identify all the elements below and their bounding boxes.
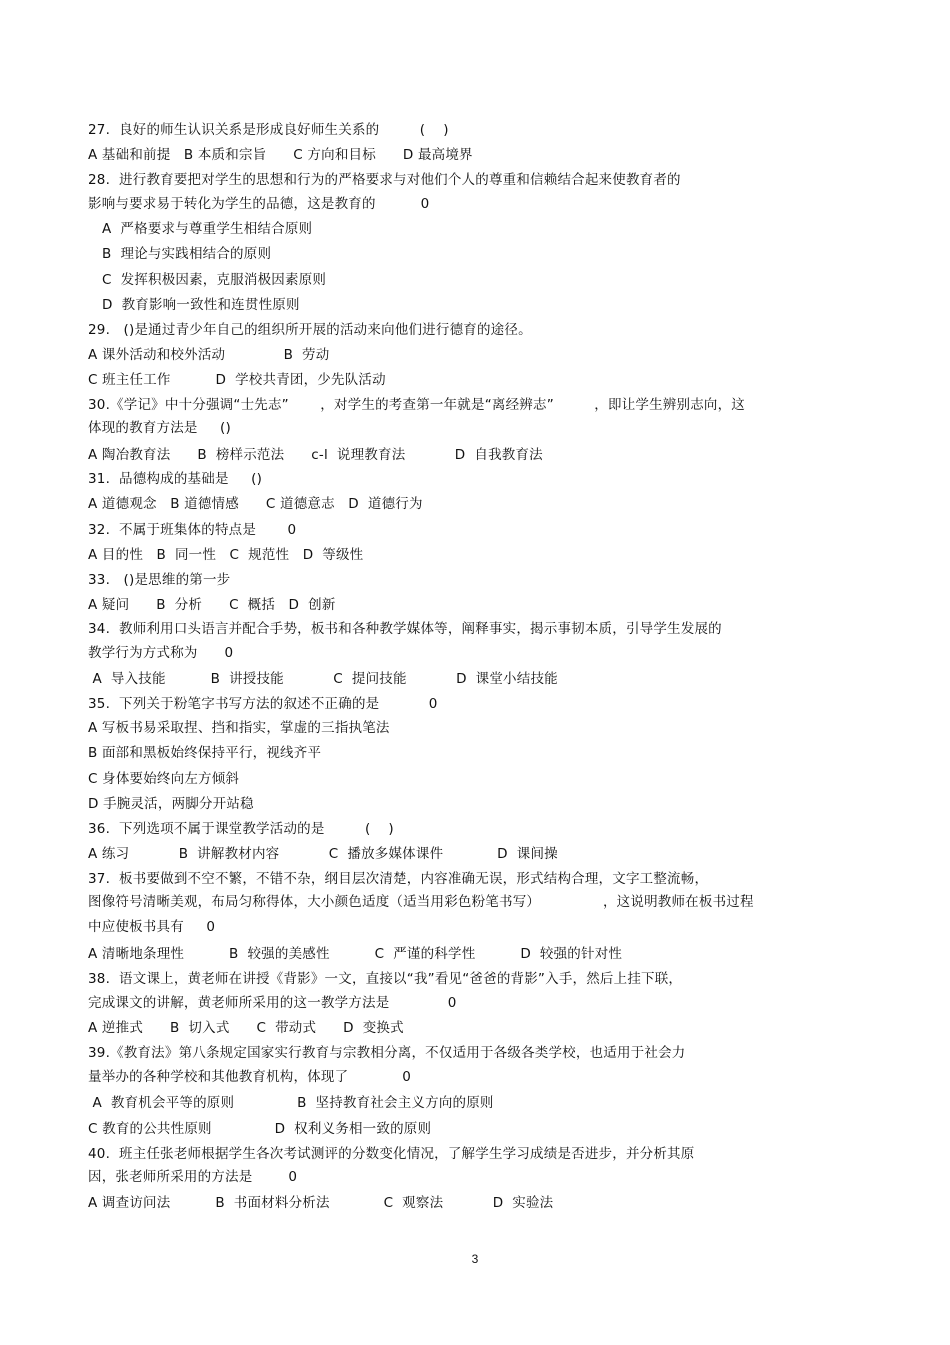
question-29-options-line-1: A 课外活动和校外活动 B 劳动 — [88, 347, 330, 363]
question-35-option-a: A 写板书易采取捏、挡和指实，掌虚的三指执笔法 — [88, 720, 390, 736]
question-34-options-line-1: A 导入技能 B 讲授技能 C 提问技能 D 课堂小结技能 — [88, 671, 558, 687]
question-40-stem-line-2: 因，张老师所采用的方法是 0 — [88, 1169, 298, 1185]
question-39-options-line-2: C 教育的公共性原则 D 权利义务相一致的原则 — [88, 1121, 432, 1137]
question-39-stem-line-2: 量举办的各种学校和其他教育机构，体现了 0 — [88, 1069, 411, 1085]
question-32-options-line-1: A 目的性 B 同一性 C 规范性 D 等级性 — [88, 547, 364, 563]
question-35-stem-line-1: 35. 下列关于粉笔字书写方法的叙述不正确的是 0 — [88, 696, 438, 712]
question-31-stem-line-1: 31. 品德构成的基础是 () — [88, 471, 263, 487]
question-37-options-line-1: A 清晰地条理性 B 较强的美感性 C 严谨的科学性 D 较强的针对性 — [88, 946, 623, 962]
question-30-stem-line-2: 体现的教育方法是 () — [88, 420, 231, 436]
question-34-stem-line-2: 教学行为方式称为 0 — [88, 645, 234, 661]
question-35-option-d: D 手腕灵活，两脚分开站稳 — [88, 796, 254, 812]
question-32-stem-line-1: 32. 不属于班集体的特点是 0 — [88, 522, 297, 538]
question-36-stem-line-1: 36. 下列选项不属于课堂教学活动的是 ( ) — [88, 821, 394, 837]
question-31-options-line-1: A 道德观念 B 道德情感 C 道德意志 D 道德行为 — [88, 496, 423, 512]
question-28-stem-line-2: 影响与要求易于转化为学生的品德，这是教育的 0 — [88, 196, 430, 212]
question-27-stem-line-1: 27. 良好的师生认识关系是形成良好师生关系的 ( ) — [88, 122, 449, 138]
question-30-options-line-1: A 陶冶教育法 B 榜样示范法 c-l 说理教育法 D 自我教育法 — [88, 447, 543, 463]
question-27-options-line-1: A 基础和前提 B 本质和宗旨 C 方向和目标 D 最高境界 — [88, 147, 473, 163]
question-29-options-line-2: C 班主任工作 D 学校共青团，少先队活动 — [88, 372, 386, 388]
question-39-stem-line-1: 39.《教育法》第八条规定国家实行教育与宗教相分离，不仅适用于各级各类学校，也适用于社会力 — [88, 1045, 686, 1061]
question-38-stem-line-2: 完成课文的讲解，黄老师所采用的这一教学方法是 0 — [88, 995, 457, 1011]
question-37-stem-line-1: 37. 板书要做到不空不繁，不错不杂，纲目层次清楚，内容准确无误，形式结构合理，文字工整流畅， — [88, 871, 709, 887]
question-37-stem-line-3: 中应使板书具有 0 — [88, 919, 216, 935]
question-28-option-a: A 严格要求与尊重学生相结合原则 — [102, 221, 313, 237]
question-30-stem-line-1: 30.《学记》中十分强调“士先志” ，对学生的考查第一年就是“离经辨志” ，即让学生辨别志向，这 — [88, 397, 746, 413]
question-33-options-line-1: A 疑问 B 分析 C 概括 D 创新 — [88, 597, 336, 613]
question-29-stem-line-1: 29. ()是通过青少年自己的组织所开展的活动来向他们进行德育的途径。 — [88, 322, 532, 338]
question-28-option-d: D 教育影响一致性和连贯性原则 — [102, 297, 300, 313]
question-36-options-line-1: A 练习 B 讲解教材内容 C 播放多媒体课件 D 课间操 — [88, 846, 558, 862]
question-38-options-line-1: A 逆推式 B 切入式 C 带动式 D 变换式 — [88, 1020, 404, 1036]
question-34-stem-line-1: 34. 教师利用口头语言并配合手势，板书和各种教学媒体等，阐释事实，揭示事韧本质，引导学生发展的 — [88, 621, 722, 637]
question-40-stem-line-1: 40. 班主任张老师根据学生各次考试测评的分数变化情况，了解学生学习成绩是否进步，并分析其原 — [88, 1146, 695, 1162]
question-28-stem-line-1: 28. 进行教育要把对学生的思想和行为的严格要求与对他们个人的尊重和信赖结合起来使教育者的 — [88, 172, 681, 188]
question-33-stem-line-1: 33. ()是思维的第一步 — [88, 572, 231, 588]
question-39-options-line-1: A 教育机会平等的原则 B 坚持教育社会主义方向的原则 — [88, 1095, 494, 1111]
question-28-option-c: C 发挥积极因素，克服消极因素原则 — [102, 272, 327, 288]
question-35-option-c: C 身体要始终向左方倾斜 — [88, 771, 240, 787]
question-35-option-b: B 面部和黑板始终保持平行，视线齐平 — [88, 745, 322, 761]
page-number: 3 — [471, 1252, 479, 1266]
question-38-stem-line-1: 38. 语文课上，黄老师在讲授《背影》一文，直接以“我”看见“爸爸的背影”入手，然后上挂下联， — [88, 971, 683, 987]
question-37-stem-line-2: 图像符号清晰美观，布局匀称得体，大小颜色适度（适当用彩色粉笔书写） ，这说明教师在板书过程 — [88, 894, 754, 910]
question-40-options-line-1: A 调查访问法 B 书面材料分析法 C 观察法 D 实验法 — [88, 1195, 554, 1211]
question-28-option-b: B 理论与实践相结合的原则 — [102, 246, 272, 262]
